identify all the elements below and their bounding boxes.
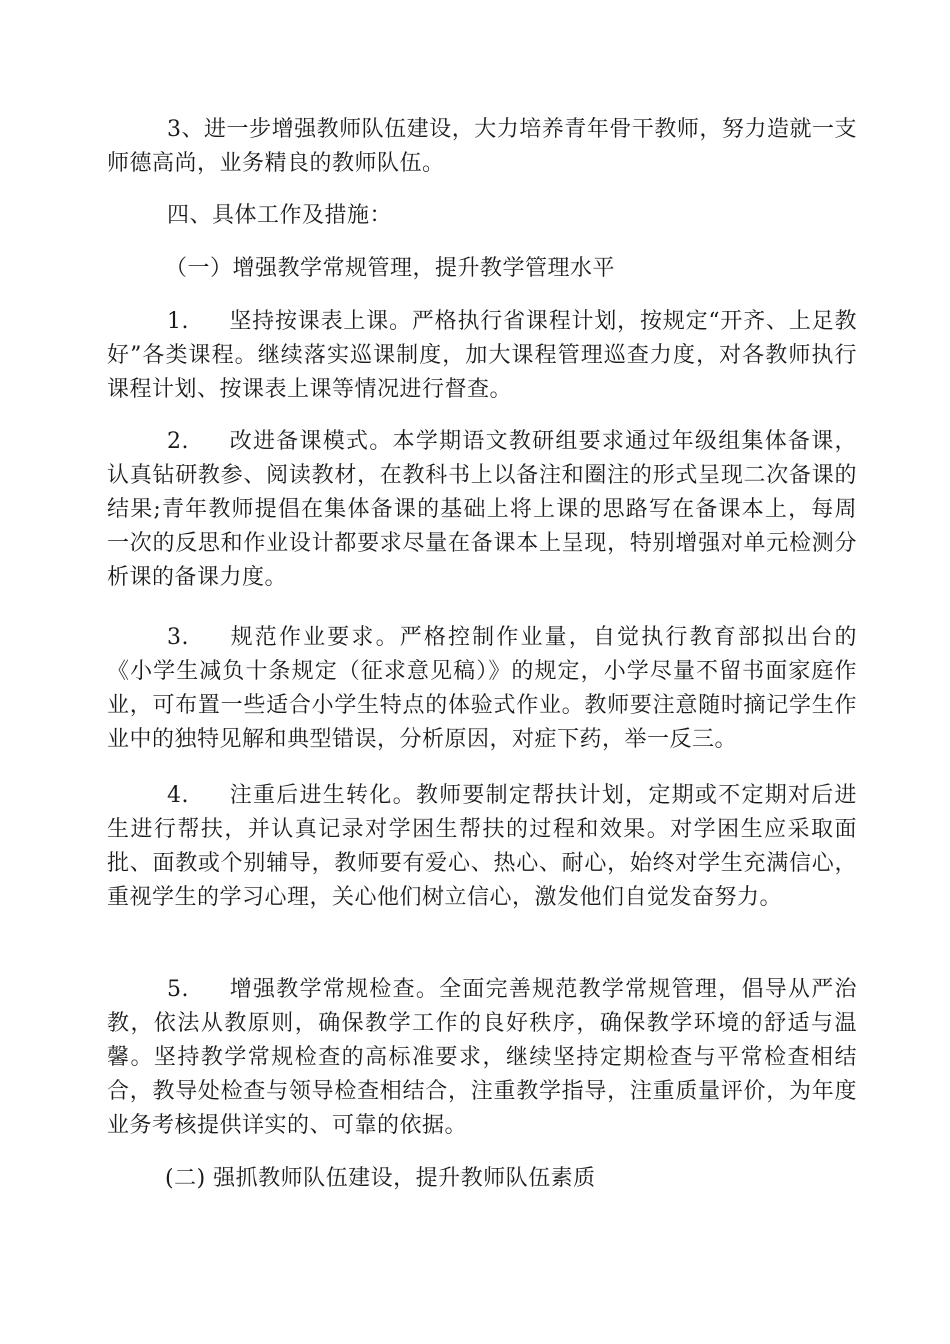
subsection-heading-1: （一）增强教学常规管理，提升教学管理水平 xyxy=(165,256,616,281)
list-item-4 xyxy=(107,779,857,915)
list-item-3-text: 规范作业要求。严格控制作业量，自觉执行教育部拟出台的《小学生减负十条规定（征求意见稿）》的规定，小学尽量不留书面家庭作业，可布置一些适合小学生特点的体验式作业。教师要注意随时摘记学生作业中的独特见解和典型错误，分析原因，对症下药，举一反三。 xyxy=(107,625,857,752)
section-heading-4: 四、具体工作及措施： xyxy=(167,203,393,228)
list-item-2-text: 改进备课模式。本学期语文教研组要求通过年级组集体备课，认真钻研教参、阅读教材，在教科书上以备注和圈注的形式呈现二次备课的结果;青年教师提倡在集体备课的基础上将上课的思路写在备课本上，每周一次的反思和作业设计都要求尽量在备课本上呈现，特别增强对单元检测分析课的备课力度。 xyxy=(107,429,857,590)
list-item-2-number: 2. xyxy=(167,429,189,454)
list-item-1 xyxy=(107,305,857,407)
subsection-heading-2: (二) 强抓教师队伍建设，提升教师队伍素质 xyxy=(165,1166,596,1191)
list-item-1-text: 坚持按课表上课。严格执行省课程计划，按规定“开齐、上足教好”各类课程。继续落实巡课制度，加大课程管理巡查力度，对各教师执行课程计划、按课表上课等情况进行督查。 xyxy=(107,309,857,402)
list-item-3 xyxy=(107,621,857,757)
list-item-3-number: 3. xyxy=(167,625,189,650)
list-item-1-number: 1. xyxy=(167,309,189,334)
list-item-4-text: 注重后进生转化。教师要制定帮扶计划，定期或不定期对后进生进行帮扶，并认真记录对学困生帮扶的过程和效果。对学困生应采取面批、面教或个别辅导，教师要有爱心、热心、耐心，始终对学生充满信心，重视学生的学习心理，关心他们树立信心，激发他们自觉发奋努力。 xyxy=(107,783,857,910)
list-item-5 xyxy=(107,973,857,1143)
list-item-4-number: 4. xyxy=(167,783,189,808)
list-item-5-text: 增强教学常规检查。全面完善规范教学常规管理，倡导从严治教，依法从教原则，确保教学工作的良好秩序，确保教学环境的舒适与温馨。坚持教学常规检查的高标准要求，继续坚持定期检查与平常检查相结合，教导处检查与领导检查相结合，注重教学指导，注重质量评价，为年度业务考核提供详实的、可靠的依据。 xyxy=(107,977,857,1138)
list-item-2 xyxy=(107,425,857,595)
paragraph-goal-3: 3、进一步增强教师队伍建设，大力培养青年骨干教师，努力造就一支师德高尚，业务精良的教师队伍。 xyxy=(107,117,857,176)
list-item-5-number: 5. xyxy=(167,977,189,1002)
